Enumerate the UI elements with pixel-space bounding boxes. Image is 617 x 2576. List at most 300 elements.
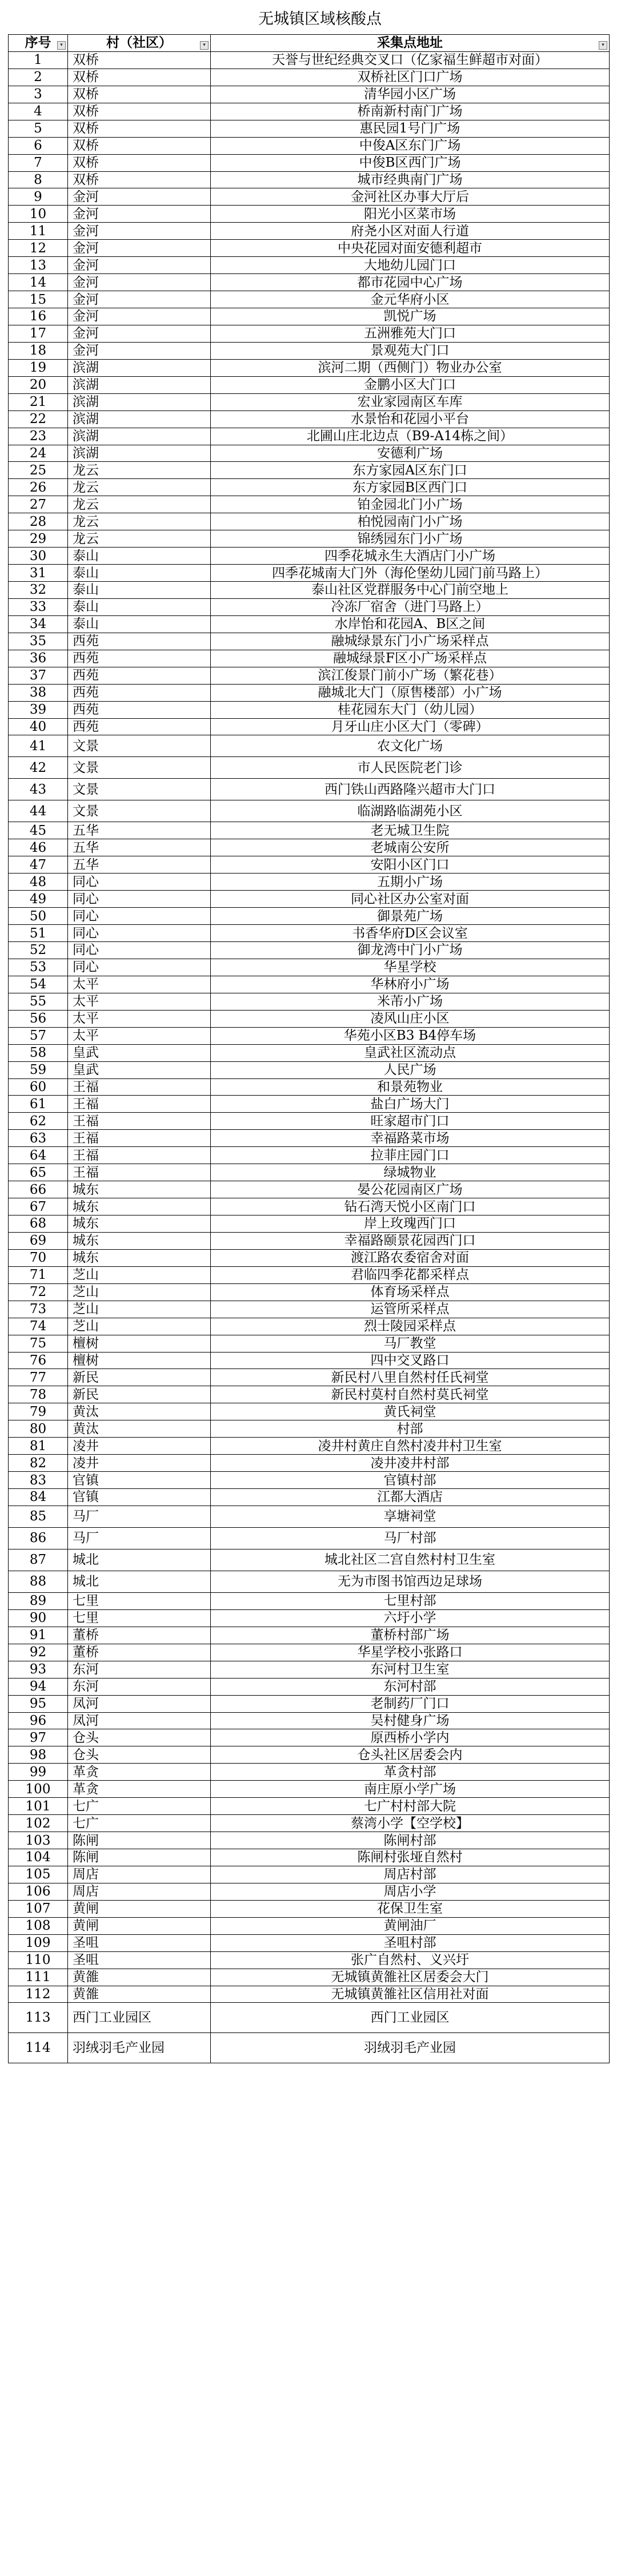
row-site-cell[interactable]: 官镇村部 [211,1472,610,1489]
row-site-cell[interactable]: 大地幼儿园门口 [211,257,610,274]
row-village-cell[interactable]: 文景 [68,779,211,800]
row-site-cell[interactable]: 拉菲庄园门口 [211,1147,610,1164]
row-index-cell[interactable]: 113 [9,2003,68,2033]
row-index-cell[interactable]: 49 [9,891,68,908]
row-village-cell[interactable]: 太平 [68,993,211,1010]
row-site-cell[interactable]: 西门铁山西路隆兴超市大门口 [211,779,610,800]
row-village-cell[interactable]: 泰山 [68,548,211,565]
row-site-cell[interactable]: 月牙山庄小区大门（零碑） [211,718,610,735]
row-site-cell[interactable]: 四季花城永生大酒店门小广场 [211,548,610,565]
row-village-cell[interactable]: 黄雒 [68,1986,211,2003]
row-village-cell[interactable]: 官镇 [68,1489,211,1506]
row-index-cell[interactable]: 52 [9,942,68,959]
row-site-cell[interactable]: 府尧小区对面人行道 [211,223,610,240]
filter-dropdown-icon[interactable]: ▾ [200,41,209,50]
row-village-cell[interactable]: 城东 [68,1249,211,1266]
row-village-cell[interactable]: 金河 [68,240,211,257]
row-index-cell[interactable]: 44 [9,800,68,822]
row-village-cell[interactable]: 双桥 [68,120,211,137]
row-village-cell[interactable]: 王福 [68,1147,211,1164]
row-village-cell[interactable]: 龙云 [68,496,211,513]
row-site-cell[interactable]: 书香华府D区会议室 [211,925,610,942]
row-index-cell[interactable]: 77 [9,1369,68,1386]
row-village-cell[interactable]: 羽绒羽毛产业园 [68,2033,211,2063]
row-index-cell[interactable]: 102 [9,1815,68,1832]
row-village-cell[interactable]: 周店 [68,1883,211,1900]
row-village-cell[interactable]: 双桥 [68,69,211,86]
row-index-cell[interactable]: 23 [9,428,68,445]
row-index-cell[interactable]: 66 [9,1181,68,1198]
row-index-cell[interactable]: 45 [9,822,68,839]
row-index-cell[interactable]: 63 [9,1130,68,1147]
row-site-cell[interactable]: 吴村健身广场 [211,1712,610,1729]
row-village-cell[interactable]: 五华 [68,822,211,839]
row-site-cell[interactable]: 东河村部 [211,1678,610,1695]
row-village-cell[interactable]: 太平 [68,1027,211,1044]
row-site-cell[interactable]: 华星学校小张路口 [211,1644,610,1661]
row-village-cell[interactable]: 金河 [68,223,211,240]
row-site-cell[interactable]: 江都大酒店 [211,1489,610,1506]
row-village-cell[interactable]: 同心 [68,942,211,959]
filter-dropdown-icon[interactable]: ▾ [57,41,66,50]
row-village-cell[interactable]: 同心 [68,874,211,891]
row-site-cell[interactable]: 体育场采样点 [211,1283,610,1301]
row-site-cell[interactable]: 宏业家园南区车库 [211,393,610,410]
row-index-cell[interactable]: 48 [9,874,68,891]
row-site-cell[interactable]: 七广村村部大院 [211,1798,610,1815]
row-index-cell[interactable]: 10 [9,206,68,223]
row-village-cell[interactable]: 文景 [68,735,211,757]
row-village-cell[interactable]: 仓头 [68,1746,211,1764]
row-index-cell[interactable]: 85 [9,1506,68,1527]
row-index-cell[interactable]: 16 [9,308,68,325]
row-site-cell[interactable]: 革贪村部 [211,1764,610,1781]
row-site-cell[interactable]: 岸上玫瑰西门口 [211,1215,610,1233]
row-site-cell[interactable]: 晏公花园南区广场 [211,1181,610,1198]
row-site-cell[interactable]: 御景苑广场 [211,908,610,925]
row-index-cell[interactable]: 11 [9,223,68,240]
row-site-cell[interactable]: 滨河二期（西侧门）物业办公室 [211,359,610,376]
row-index-cell[interactable]: 98 [9,1746,68,1764]
row-index-cell[interactable]: 14 [9,274,68,291]
row-index-cell[interactable]: 34 [9,615,68,633]
row-village-cell[interactable]: 凌井 [68,1455,211,1472]
row-site-cell[interactable]: 双桥社区门口广场 [211,69,610,86]
row-village-cell[interactable]: 城北 [68,1549,211,1571]
row-village-cell[interactable]: 王福 [68,1164,211,1181]
row-site-cell[interactable]: 凌井村黄庄自然村凌井村卫生室 [211,1438,610,1455]
row-index-cell[interactable]: 38 [9,684,68,701]
row-site-cell[interactable]: 惠民园1号门广场 [211,120,610,137]
row-index-cell[interactable]: 106 [9,1883,68,1900]
row-index-cell[interactable]: 5 [9,120,68,137]
row-village-cell[interactable]: 五华 [68,856,211,874]
row-village-cell[interactable]: 陈闸 [68,1832,211,1849]
row-village-cell[interactable]: 圣咀 [68,1934,211,1951]
row-index-cell[interactable]: 104 [9,1849,68,1866]
row-site-cell[interactable]: 凌风山庄小区 [211,1010,610,1027]
row-index-cell[interactable]: 72 [9,1283,68,1301]
row-site-cell[interactable]: 中俊A区东门广场 [211,137,610,154]
row-village-cell[interactable]: 滨湖 [68,428,211,445]
row-site-cell[interactable]: 五洲雅苑大门口 [211,325,610,342]
row-index-cell[interactable]: 31 [9,565,68,582]
row-site-cell[interactable]: 东方家园B区西门口 [211,479,610,496]
row-site-cell[interactable]: 老城南公安所 [211,839,610,856]
row-index-cell[interactable]: 95 [9,1695,68,1712]
row-index-cell[interactable]: 56 [9,1010,68,1027]
row-index-cell[interactable]: 101 [9,1798,68,1815]
row-site-cell[interactable]: 皇武社区流动点 [211,1044,610,1061]
row-index-cell[interactable]: 64 [9,1147,68,1164]
row-index-cell[interactable]: 111 [9,1969,68,1986]
row-site-cell[interactable]: 蔡湾小学【空学校】 [211,1815,610,1832]
filter-dropdown-icon[interactable]: ▾ [599,41,607,50]
row-site-cell[interactable]: 运管所采样点 [211,1301,610,1318]
row-site-cell[interactable]: 周店小学 [211,1883,610,1900]
row-index-cell[interactable]: 40 [9,718,68,735]
row-site-cell[interactable]: 城市经典南门广场 [211,171,610,188]
row-site-cell[interactable]: 融城绿景F区小广场采样点 [211,650,610,667]
row-village-cell[interactable]: 双桥 [68,171,211,188]
row-index-cell[interactable]: 110 [9,1951,68,1969]
row-village-cell[interactable]: 王福 [68,1113,211,1130]
row-village-cell[interactable]: 太平 [68,976,211,993]
row-village-cell[interactable]: 金河 [68,188,211,206]
row-village-cell[interactable]: 黄雒 [68,1969,211,1986]
row-village-cell[interactable]: 革贪 [68,1781,211,1798]
row-index-cell[interactable]: 86 [9,1527,68,1549]
row-village-cell[interactable]: 檀树 [68,1352,211,1369]
row-index-cell[interactable]: 68 [9,1215,68,1233]
row-index-cell[interactable]: 73 [9,1301,68,1318]
row-index-cell[interactable]: 67 [9,1198,68,1215]
header-site[interactable] [211,35,610,52]
row-site-cell[interactable]: 安德利广场 [211,445,610,462]
row-site-cell[interactable]: 新民村八里自然村任氏祠堂 [211,1369,610,1386]
row-index-cell[interactable]: 17 [9,325,68,342]
row-site-cell[interactable]: 北圃山庄北边点（B9-A14栋之间） [211,428,610,445]
row-village-cell[interactable]: 官镇 [68,1472,211,1489]
row-site-cell[interactable]: 天誉与世纪经典交叉口（亿家福生鲜超市对面） [211,51,610,69]
row-village-cell[interactable]: 金河 [68,257,211,274]
row-site-cell[interactable]: 无城镇黄雒社区信用社对面 [211,1986,610,2003]
row-village-cell[interactable]: 七广 [68,1798,211,1815]
row-village-cell[interactable]: 檀树 [68,1335,211,1352]
row-index-cell[interactable]: 58 [9,1044,68,1061]
row-village-cell[interactable]: 双桥 [68,154,211,171]
row-village-cell[interactable]: 凤河 [68,1695,211,1712]
row-village-cell[interactable]: 黄汰 [68,1403,211,1420]
row-village-cell[interactable]: 西苑 [68,633,211,650]
row-village-cell[interactable]: 城东 [68,1198,211,1215]
row-index-cell[interactable]: 28 [9,513,68,530]
row-site-cell[interactable]: 渡江路农委宿舍对面 [211,1249,610,1266]
row-site-cell[interactable]: 烈士陵园采样点 [211,1318,610,1335]
row-site-cell[interactable]: 金河社区办事大厅后 [211,188,610,206]
row-index-cell[interactable]: 53 [9,959,68,976]
row-index-cell[interactable]: 8 [9,171,68,188]
row-village-cell[interactable]: 芝山 [68,1301,211,1318]
row-village-cell[interactable]: 西苑 [68,701,211,718]
row-village-cell[interactable]: 仓头 [68,1729,211,1746]
row-index-cell[interactable]: 47 [9,856,68,874]
row-index-cell[interactable]: 12 [9,240,68,257]
row-site-cell[interactable]: 陈闸村部 [211,1832,610,1849]
row-index-cell[interactable]: 109 [9,1934,68,1951]
header-village[interactable] [68,35,211,52]
row-village-cell[interactable]: 西苑 [68,684,211,701]
row-village-cell[interactable]: 文景 [68,757,211,779]
row-site-cell[interactable]: 融城北大门（原售楼部）小广场 [211,684,610,701]
row-site-cell[interactable]: 华星学校 [211,959,610,976]
row-site-cell[interactable]: 清华园小区广场 [211,86,610,103]
row-village-cell[interactable]: 城东 [68,1181,211,1198]
row-index-cell[interactable]: 94 [9,1678,68,1695]
row-index-cell[interactable]: 46 [9,839,68,856]
row-village-cell[interactable]: 泰山 [68,565,211,582]
row-index-cell[interactable]: 78 [9,1386,68,1403]
row-index-cell[interactable]: 41 [9,735,68,757]
row-village-cell[interactable]: 新民 [68,1386,211,1403]
row-site-cell[interactable]: 锦绣园东门小广场 [211,530,610,548]
row-site-cell[interactable]: 和景苑物业 [211,1078,610,1096]
row-village-cell[interactable]: 西苑 [68,667,211,684]
row-site-cell[interactable]: 金元华府小区 [211,291,610,308]
row-village-cell[interactable]: 城东 [68,1215,211,1233]
row-village-cell[interactable]: 双桥 [68,103,211,120]
row-index-cell[interactable]: 112 [9,1986,68,2003]
row-site-cell[interactable]: 西门工业园区 [211,2003,610,2033]
row-site-cell[interactable]: 同心社区办公室对面 [211,891,610,908]
row-index-cell[interactable]: 42 [9,757,68,779]
row-village-cell[interactable]: 龙云 [68,513,211,530]
row-village-cell[interactable]: 王福 [68,1130,211,1147]
row-index-cell[interactable]: 32 [9,582,68,599]
row-village-cell[interactable]: 同心 [68,908,211,925]
row-index-cell[interactable]: 100 [9,1781,68,1798]
row-site-cell[interactable]: 村部 [211,1420,610,1438]
row-village-cell[interactable]: 同心 [68,925,211,942]
row-site-cell[interactable]: 御龙湾中门小广场 [211,942,610,959]
row-site-cell[interactable]: 桥南新村南门广场 [211,103,610,120]
row-site-cell[interactable]: 幸福路颐景花园西门口 [211,1232,610,1249]
row-index-cell[interactable]: 26 [9,479,68,496]
row-village-cell[interactable]: 凤河 [68,1712,211,1729]
row-index-cell[interactable]: 96 [9,1712,68,1729]
row-village-cell[interactable]: 龙云 [68,479,211,496]
row-site-cell[interactable]: 临湖路临湖苑小区 [211,800,610,822]
row-index-cell[interactable]: 36 [9,650,68,667]
row-village-cell[interactable]: 芝山 [68,1283,211,1301]
header-index[interactable] [9,35,68,52]
row-index-cell[interactable]: 9 [9,188,68,206]
row-site-cell[interactable]: 周店村部 [211,1866,610,1883]
row-index-cell[interactable]: 74 [9,1318,68,1335]
row-index-cell[interactable]: 80 [9,1420,68,1438]
row-village-cell[interactable]: 圣咀 [68,1951,211,1969]
row-index-cell[interactable]: 37 [9,667,68,684]
row-village-cell[interactable]: 滨湖 [68,359,211,376]
row-site-cell[interactable]: 君临四季花都采样点 [211,1266,610,1283]
row-site-cell[interactable]: 圣咀村部 [211,1934,610,1951]
row-village-cell[interactable]: 黄闸 [68,1917,211,1934]
row-village-cell[interactable]: 双桥 [68,137,211,154]
row-site-cell[interactable]: 黄闸油厂 [211,1917,610,1934]
row-village-cell[interactable]: 王福 [68,1096,211,1113]
row-index-cell[interactable]: 84 [9,1489,68,1506]
row-village-cell[interactable]: 双桥 [68,51,211,69]
row-site-cell[interactable]: 老无城卫生院 [211,822,610,839]
row-index-cell[interactable]: 69 [9,1232,68,1249]
row-index-cell[interactable]: 79 [9,1403,68,1420]
row-index-cell[interactable]: 30 [9,548,68,565]
row-village-cell[interactable]: 滨湖 [68,393,211,410]
row-index-cell[interactable]: 114 [9,2033,68,2063]
row-village-cell[interactable]: 芝山 [68,1318,211,1335]
row-index-cell[interactable]: 18 [9,342,68,359]
row-village-cell[interactable]: 滨湖 [68,445,211,462]
row-site-cell[interactable]: 凯悦广场 [211,308,610,325]
row-village-cell[interactable]: 马厂 [68,1506,211,1527]
row-index-cell[interactable]: 89 [9,1592,68,1609]
row-site-cell[interactable]: 安阳小区门口 [211,856,610,874]
row-index-cell[interactable]: 25 [9,462,68,479]
row-site-cell[interactable]: 四中交叉路口 [211,1352,610,1369]
row-site-cell[interactable]: 老制药厂门口 [211,1695,610,1712]
row-village-cell[interactable]: 金河 [68,274,211,291]
row-site-cell[interactable]: 桂花园东大门（幼儿园） [211,701,610,718]
row-site-cell[interactable]: 陈闸村张垭自然村 [211,1849,610,1866]
row-index-cell[interactable]: 99 [9,1764,68,1781]
row-village-cell[interactable]: 周店 [68,1866,211,1883]
row-site-cell[interactable]: 华林府小广场 [211,976,610,993]
row-index-cell[interactable]: 82 [9,1455,68,1472]
row-village-cell[interactable]: 金河 [68,206,211,223]
row-village-cell[interactable]: 黄闸 [68,1900,211,1917]
row-site-cell[interactable]: 金鹏小区大门口 [211,376,610,393]
row-village-cell[interactable]: 七里 [68,1592,211,1609]
row-village-cell[interactable]: 东河 [68,1678,211,1695]
row-index-cell[interactable]: 2 [9,69,68,86]
row-village-cell[interactable]: 董桥 [68,1644,211,1661]
row-village-cell[interactable]: 西门工业园区 [68,2003,211,2033]
row-site-cell[interactable]: 中俊B区西门广场 [211,154,610,171]
row-site-cell[interactable]: 华苑小区B3 B4停车场 [211,1027,610,1044]
row-site-cell[interactable]: 东方家园A区东门口 [211,462,610,479]
row-village-cell[interactable]: 太平 [68,1010,211,1027]
row-site-cell[interactable]: 六圩小学 [211,1609,610,1627]
row-site-cell[interactable]: 铂金园北门小广场 [211,496,610,513]
row-index-cell[interactable]: 43 [9,779,68,800]
row-site-cell[interactable]: 米芾小广场 [211,993,610,1010]
row-site-cell[interactable]: 张广自然村、义兴圩 [211,1951,610,1969]
row-index-cell[interactable]: 71 [9,1266,68,1283]
row-index-cell[interactable]: 33 [9,598,68,615]
row-village-cell[interactable]: 西苑 [68,650,211,667]
row-site-cell[interactable]: 泰山社区党群服务中心门前空地上 [211,582,610,599]
row-village-cell[interactable]: 新民 [68,1369,211,1386]
row-site-cell[interactable]: 凌井凌井村部 [211,1455,610,1472]
row-site-cell[interactable]: 水岸怡和花园A、B区之间 [211,615,610,633]
row-village-cell[interactable]: 滨湖 [68,376,211,393]
row-site-cell[interactable]: 阳光小区菜市场 [211,206,610,223]
row-index-cell[interactable]: 54 [9,976,68,993]
row-site-cell[interactable]: 农文化广场 [211,735,610,757]
row-village-cell[interactable]: 七广 [68,1815,211,1832]
row-village-cell[interactable]: 七里 [68,1609,211,1627]
row-site-cell[interactable]: 四季花城南大门外（海伦堡幼儿园门前马路上） [211,565,610,582]
row-index-cell[interactable]: 7 [9,154,68,171]
row-index-cell[interactable]: 1 [9,51,68,69]
row-index-cell[interactable]: 92 [9,1644,68,1661]
row-index-cell[interactable]: 87 [9,1549,68,1571]
row-site-cell[interactable]: 城北社区二宫自然村村卫生室 [211,1549,610,1571]
row-village-cell[interactable]: 同心 [68,891,211,908]
row-village-cell[interactable]: 马厂 [68,1527,211,1549]
row-index-cell[interactable]: 27 [9,496,68,513]
row-site-cell[interactable]: 融城绿景东门小广场采样点 [211,633,610,650]
row-site-cell[interactable]: 享塘祠堂 [211,1506,610,1527]
row-index-cell[interactable]: 50 [9,908,68,925]
row-village-cell[interactable]: 龙云 [68,462,211,479]
row-site-cell[interactable]: 中央花园对面安德利超市 [211,240,610,257]
row-index-cell[interactable]: 3 [9,86,68,103]
row-index-cell[interactable]: 93 [9,1661,68,1678]
row-village-cell[interactable]: 芝山 [68,1266,211,1283]
row-site-cell[interactable]: 景观苑大门口 [211,342,610,359]
row-village-cell[interactable]: 凌井 [68,1438,211,1455]
row-village-cell[interactable]: 同心 [68,959,211,976]
row-site-cell[interactable]: 绿城物业 [211,1164,610,1181]
row-village-cell[interactable]: 金河 [68,308,211,325]
row-index-cell[interactable]: 55 [9,993,68,1010]
row-index-cell[interactable]: 57 [9,1027,68,1044]
row-village-cell[interactable]: 皇武 [68,1061,211,1078]
row-village-cell[interactable]: 董桥 [68,1627,211,1644]
row-index-cell[interactable]: 91 [9,1627,68,1644]
row-village-cell[interactable]: 五华 [68,839,211,856]
row-village-cell[interactable]: 文景 [68,800,211,822]
row-index-cell[interactable]: 97 [9,1729,68,1746]
row-site-cell[interactable]: 七里村部 [211,1592,610,1609]
row-village-cell[interactable]: 陈闸 [68,1849,211,1866]
row-village-cell[interactable]: 城北 [68,1571,211,1592]
row-index-cell[interactable]: 88 [9,1571,68,1592]
row-index-cell[interactable]: 62 [9,1113,68,1130]
row-index-cell[interactable]: 65 [9,1164,68,1181]
row-village-cell[interactable]: 黄汰 [68,1420,211,1438]
row-site-cell[interactable]: 水景怡和花园小平台 [211,410,610,428]
row-village-cell[interactable]: 金河 [68,325,211,342]
row-index-cell[interactable]: 90 [9,1609,68,1627]
row-index-cell[interactable]: 107 [9,1900,68,1917]
row-village-cell[interactable]: 泰山 [68,598,211,615]
row-site-cell[interactable]: 董桥村部广场 [211,1627,610,1644]
row-index-cell[interactable]: 35 [9,633,68,650]
row-index-cell[interactable]: 4 [9,103,68,120]
row-site-cell[interactable]: 无为市图书馆西边足球场 [211,1571,610,1592]
row-village-cell[interactable]: 王福 [68,1078,211,1096]
row-site-cell[interactable]: 五期小广场 [211,874,610,891]
row-village-cell[interactable]: 东河 [68,1661,211,1678]
row-index-cell[interactable]: 76 [9,1352,68,1369]
row-index-cell[interactable]: 108 [9,1917,68,1934]
row-site-cell[interactable]: 旺家超市门口 [211,1113,610,1130]
row-site-cell[interactable]: 都市花园中心广场 [211,274,610,291]
row-index-cell[interactable]: 61 [9,1096,68,1113]
row-index-cell[interactable]: 59 [9,1061,68,1078]
